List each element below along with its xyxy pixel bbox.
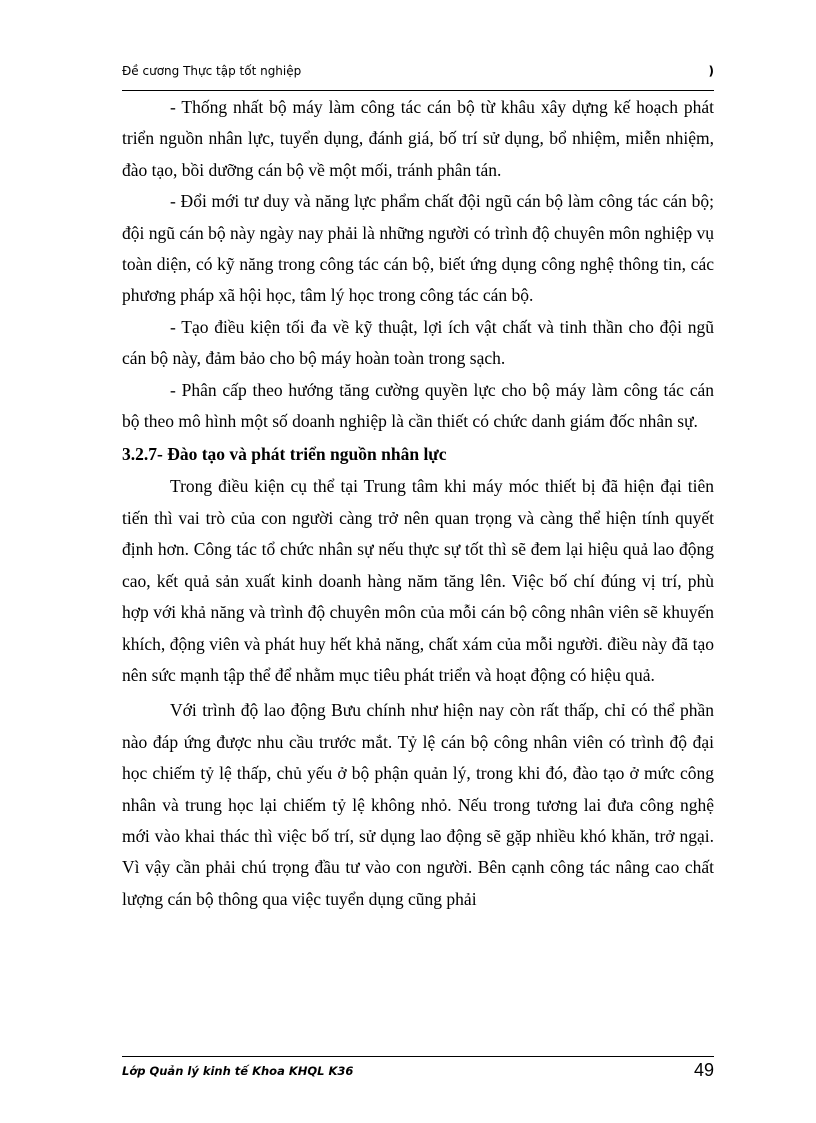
page-body [122, 92, 714, 915]
bullet-paragraph: - Thống nhất bộ máy làm công tác cán bộ từ khâu xây dựng kế hoạch phát triển nguồn nhân lực, tuyển dụng, đánh giá, bố trí sử dụng, bổ nhiệm, miễn nhiệm, đào tạo, bồi dưỡng cán bộ về một mối, tránh phân tán. [122, 97, 714, 180]
header-divider [122, 90, 714, 91]
bullet-paragraph: - Phân cấp theo hướng tăng cường quyền lực cho bộ máy làm công tác cán bộ theo mô hình một số doanh nghiệp là cần thiết có chức danh giám đốc nhân sự. [122, 379, 714, 432]
header-mark: ) [708, 64, 714, 78]
body-paragraph: Với trình độ lao động Bưu chính như hiện nay còn rất thấp, chỉ có thể phần nào đáp ứng được nhu cầu trước mắt. Tỷ lệ cán bộ công nhân viên có trình độ đại học chiếm tỷ lệ thấp, chủ yếu ở bộ phận quản lý, trong khi đó, đào tạo ở mức công nhân và trung học lại chiếm tỷ lệ không nhỏ. Nếu trong tương lai đưa công nghệ mới vào khai thác thì việc bố trí, sử dụng lao động sẽ gặp nhiều khó khăn, trở ngại. Vì vậy cần phải chú trọng đầu tư vào con người. Bên cạnh công tác nâng cao chất lượng cán bộ thông qua việc tuyển dụng cũng phải [122, 700, 714, 909]
body-paragraph: Trong điều kiện cụ thể tại Trung tâm khi máy móc thiết bị đã hiện đại tiên tiến thì vai trò của con người càng trở nên quan trọng và càng thể hiện tính quyết định hơn. Công tác tổ chức nhân sự nếu thực sự tốt thì sẽ đem lại hiệu quả lao động cao, kết quả sản xuất kinh doanh hàng năm tăng lên. Việc bố chí đúng vị trí, phù hợp với khả năng và trình độ chuyên môn của mỗi cán bộ công nhân viên sẽ khuyến khích, động viên và phát huy hết khả năng, chất xám của mỗi người. điều này đã tạo nên sức mạnh tập thể để nhằm mục tiêu phát triển và hoạt động có hiệu quả. [122, 476, 714, 685]
page-header [122, 64, 714, 82]
header-title: Đề cương Thực tập tốt nghiệp [122, 64, 302, 78]
bullet-paragraph: - Tạo điều kiện tối đa về kỹ thuật, lợi ích vật chất và tinh thần cho đội ngũ cán bộ này, đảm bảo cho bộ máy hoàn toàn trong sạch. [122, 316, 714, 369]
footer-divider [122, 1056, 714, 1057]
bullet-paragraph: - Đổi mới tư duy và năng lực phẩm chất đội ngũ cán bộ làm công tác cán bộ; đội ngũ cán bộ này ngày nay phải là những người có trình độ chuyên môn nghiệp vụ toàn diện, có kỹ năng trong công tác cán bộ, biết ứng dụng công nghệ thông tin, các phương pháp xã hội học, tâm lý học trong công tác cán bộ. [122, 191, 714, 306]
page-footer [122, 1060, 714, 1084]
section-heading: 3.2.7- Đào tạo và phát triển nguồn nhân lực [122, 444, 447, 465]
footer-class-label: Lớp Quản lý kinh tế Khoa KHQL K36 [122, 1064, 354, 1078]
page-number: 49 [693, 1060, 714, 1080]
